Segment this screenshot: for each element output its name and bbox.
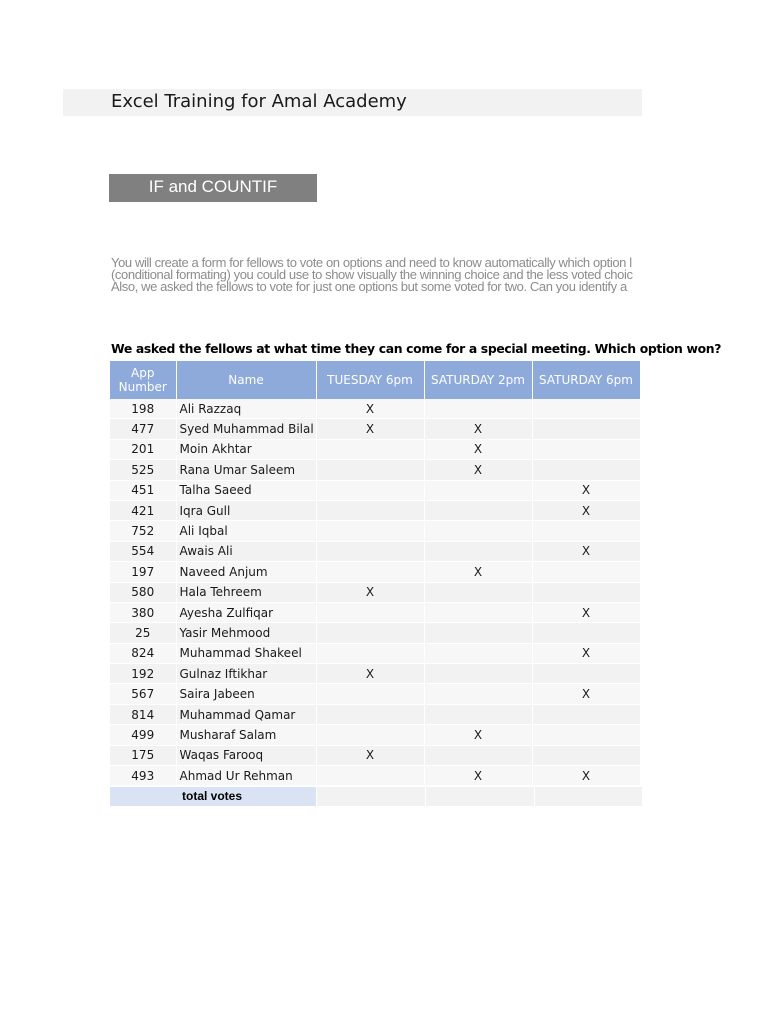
app-number-cell[interactable]: 198 <box>110 399 176 419</box>
saturday-6pm-cell[interactable] <box>532 562 640 582</box>
question-text: We asked the fellows at what time they can come for a special meeting. Which option won? <box>111 341 722 356</box>
name-cell[interactable]: Gulnaz Iftikhar <box>176 664 316 684</box>
total-saturday-6pm-cell[interactable] <box>534 787 642 806</box>
tuesday-6pm-cell[interactable] <box>316 643 424 663</box>
name-cell[interactable]: Musharaf Salam <box>176 725 316 745</box>
app-number-cell[interactable]: 25 <box>110 623 176 643</box>
instructions-line: You will create a form for fellows to vote on options and need to know automatically which option l <box>111 257 632 270</box>
saturday-2pm-cell[interactable] <box>424 582 532 602</box>
name-cell[interactable]: Yasir Mehmood <box>176 623 316 643</box>
app-number-cell[interactable]: 493 <box>110 766 176 786</box>
saturday-2pm-cell[interactable]: X <box>424 725 532 745</box>
saturday-2pm-cell[interactable] <box>424 623 532 643</box>
app-number-cell[interactable]: 192 <box>110 664 176 684</box>
saturday-2pm-cell[interactable]: X <box>424 439 532 459</box>
table-row <box>110 419 640 439</box>
name-cell[interactable]: Iqra Gull <box>176 500 316 520</box>
saturday-6pm-cell[interactable] <box>532 704 640 724</box>
name-cell[interactable]: Muhammad Shakeel <box>176 643 316 663</box>
name-cell[interactable]: Rana Umar Saleem <box>176 460 316 480</box>
tuesday-6pm-cell[interactable] <box>316 602 424 622</box>
name-cell[interactable]: Waqas Farooq <box>176 745 316 765</box>
saturday-6pm-cell[interactable] <box>532 582 640 602</box>
column-header-app-number[interactable]: App Number <box>110 361 176 399</box>
tuesday-6pm-cell[interactable] <box>316 704 424 724</box>
table-row <box>110 582 640 602</box>
tuesday-6pm-cell[interactable] <box>316 439 424 459</box>
table-row <box>110 480 640 500</box>
table-row <box>110 439 640 459</box>
table-row <box>110 745 640 765</box>
saturday-2pm-cell[interactable]: X <box>424 419 532 439</box>
table-row <box>110 399 640 419</box>
column-header-tuesday-6pm[interactable]: TUESDAY 6pm <box>316 361 424 399</box>
table-row <box>110 725 640 745</box>
name-cell[interactable]: Ayesha Zulfiqar <box>176 602 316 622</box>
app-number-cell[interactable]: 201 <box>110 439 176 459</box>
saturday-2pm-cell[interactable] <box>424 745 532 765</box>
saturday-6pm-cell[interactable] <box>532 399 640 419</box>
table-row <box>110 562 640 582</box>
table-header-row <box>110 361 640 399</box>
saturday-6pm-cell[interactable] <box>532 725 640 745</box>
table-row <box>110 766 640 786</box>
tuesday-6pm-cell[interactable] <box>316 521 424 541</box>
saturday-6pm-cell[interactable] <box>532 419 640 439</box>
name-cell[interactable]: Awais Ali <box>176 541 316 561</box>
app-number-cell[interactable]: 380 <box>110 602 176 622</box>
saturday-2pm-cell[interactable] <box>424 399 532 419</box>
saturday-2pm-cell[interactable]: X <box>424 766 532 786</box>
tuesday-6pm-cell[interactable] <box>316 562 424 582</box>
table-row <box>110 500 640 520</box>
tuesday-6pm-cell[interactable] <box>316 500 424 520</box>
tuesday-6pm-cell[interactable]: X <box>316 582 424 602</box>
tuesday-6pm-cell[interactable] <box>316 766 424 786</box>
table-row <box>110 521 640 541</box>
app-number-cell[interactable]: 554 <box>110 541 176 561</box>
name-cell[interactable]: Hala Tehreem <box>176 582 316 602</box>
table-row <box>110 664 640 684</box>
app-number-cell[interactable]: 824 <box>110 643 176 663</box>
saturday-6pm-cell[interactable]: X <box>532 643 640 663</box>
saturday-6pm-cell[interactable]: X <box>532 684 640 704</box>
app-number-cell[interactable]: 525 <box>110 460 176 480</box>
saturday-6pm-cell[interactable]: X <box>532 480 640 500</box>
tuesday-6pm-cell[interactable]: X <box>316 399 424 419</box>
name-cell[interactable]: Naveed Anjum <box>176 562 316 582</box>
table-row <box>110 623 640 643</box>
saturday-2pm-cell[interactable]: X <box>424 562 532 582</box>
saturday-6pm-cell[interactable]: X <box>532 541 640 561</box>
saturday-2pm-cell[interactable] <box>424 704 532 724</box>
saturday-2pm-cell[interactable]: X <box>424 460 532 480</box>
table-row <box>110 602 640 622</box>
tuesday-6pm-cell[interactable]: X <box>316 745 424 765</box>
name-cell[interactable]: Syed Muhammad Bilal <box>176 419 316 439</box>
name-cell[interactable]: Ali Razzaq <box>176 399 316 419</box>
votes-table <box>110 361 641 786</box>
instructions-line: (conditional formating) you could use to show visually the winning choice and the less voted choic <box>111 267 633 282</box>
tuesday-6pm-cell[interactable] <box>316 460 424 480</box>
column-header-saturday-2pm[interactable]: SATURDAY 2pm <box>424 361 532 399</box>
page-title: Excel Training for Amal Academy <box>111 91 407 112</box>
saturday-6pm-cell[interactable]: X <box>532 500 640 520</box>
total-saturday-2pm-cell[interactable] <box>425 787 534 806</box>
tuesday-6pm-cell[interactable]: X <box>316 419 424 439</box>
instructions-line: Also, we asked the fellows to vote for just one options but some voted for two. Can you identify a <box>111 279 627 293</box>
saturday-2pm-cell[interactable] <box>424 643 532 663</box>
saturday-6pm-cell[interactable] <box>532 460 640 480</box>
saturday-2pm-cell[interactable] <box>424 541 532 561</box>
tuesday-6pm-cell[interactable] <box>316 541 424 561</box>
table-row <box>110 704 640 724</box>
column-header-saturday-6pm[interactable]: SATURDAY 6pm <box>532 361 640 399</box>
tuesday-6pm-cell[interactable]: X <box>316 664 424 684</box>
name-cell[interactable]: Ali Iqbal <box>176 521 316 541</box>
saturday-2pm-cell[interactable] <box>424 480 532 500</box>
name-cell[interactable]: Moin Akhtar <box>176 439 316 459</box>
app-number-cell[interactable]: 197 <box>110 562 176 582</box>
total-votes-row <box>110 787 642 806</box>
saturday-2pm-cell[interactable] <box>424 684 532 704</box>
saturday-6pm-cell[interactable] <box>532 521 640 541</box>
total-tuesday-6pm-cell[interactable] <box>316 787 425 806</box>
app-number-cell[interactable]: 477 <box>110 419 176 439</box>
table-row <box>110 684 640 704</box>
tuesday-6pm-cell[interactable] <box>316 725 424 745</box>
table-row <box>110 541 640 561</box>
saturday-6pm-cell[interactable]: X <box>532 766 640 786</box>
column-header-name[interactable]: Name <box>176 361 316 399</box>
name-cell[interactable]: Muhammad Qamar <box>176 704 316 724</box>
saturday-6pm-cell[interactable] <box>532 664 640 684</box>
instructions-text <box>111 257 642 293</box>
saturday-6pm-cell[interactable]: X <box>532 602 640 622</box>
tuesday-6pm-cell[interactable] <box>316 623 424 643</box>
saturday-2pm-cell[interactable] <box>424 521 532 541</box>
app-number-cell[interactable]: 421 <box>110 500 176 520</box>
saturday-6pm-cell[interactable] <box>532 745 640 765</box>
tuesday-6pm-cell[interactable] <box>316 480 424 500</box>
app-number-cell[interactable]: 451 <box>110 480 176 500</box>
saturday-6pm-cell[interactable] <box>532 439 640 459</box>
section-label: IF and COUNTIF <box>109 174 317 202</box>
table-row <box>110 643 640 663</box>
saturday-6pm-cell[interactable] <box>532 623 640 643</box>
app-number-cell[interactable]: 499 <box>110 725 176 745</box>
saturday-2pm-cell[interactable] <box>424 602 532 622</box>
app-number-cell[interactable]: 752 <box>110 521 176 541</box>
name-cell[interactable]: Talha Saeed <box>176 480 316 500</box>
name-cell[interactable]: Ahmad Ur Rehman <box>176 766 316 786</box>
tuesday-6pm-cell[interactable] <box>316 684 424 704</box>
app-number-cell[interactable]: 567 <box>110 684 176 704</box>
saturday-2pm-cell[interactable] <box>424 500 532 520</box>
app-number-cell[interactable]: 814 <box>110 704 176 724</box>
app-number-cell[interactable]: 580 <box>110 582 176 602</box>
app-number-cell[interactable]: 175 <box>110 745 176 765</box>
name-cell[interactable]: Saira Jabeen <box>176 684 316 704</box>
saturday-2pm-cell[interactable] <box>424 664 532 684</box>
table-row <box>110 460 640 480</box>
total-votes-label[interactable]: total votes <box>110 787 316 806</box>
